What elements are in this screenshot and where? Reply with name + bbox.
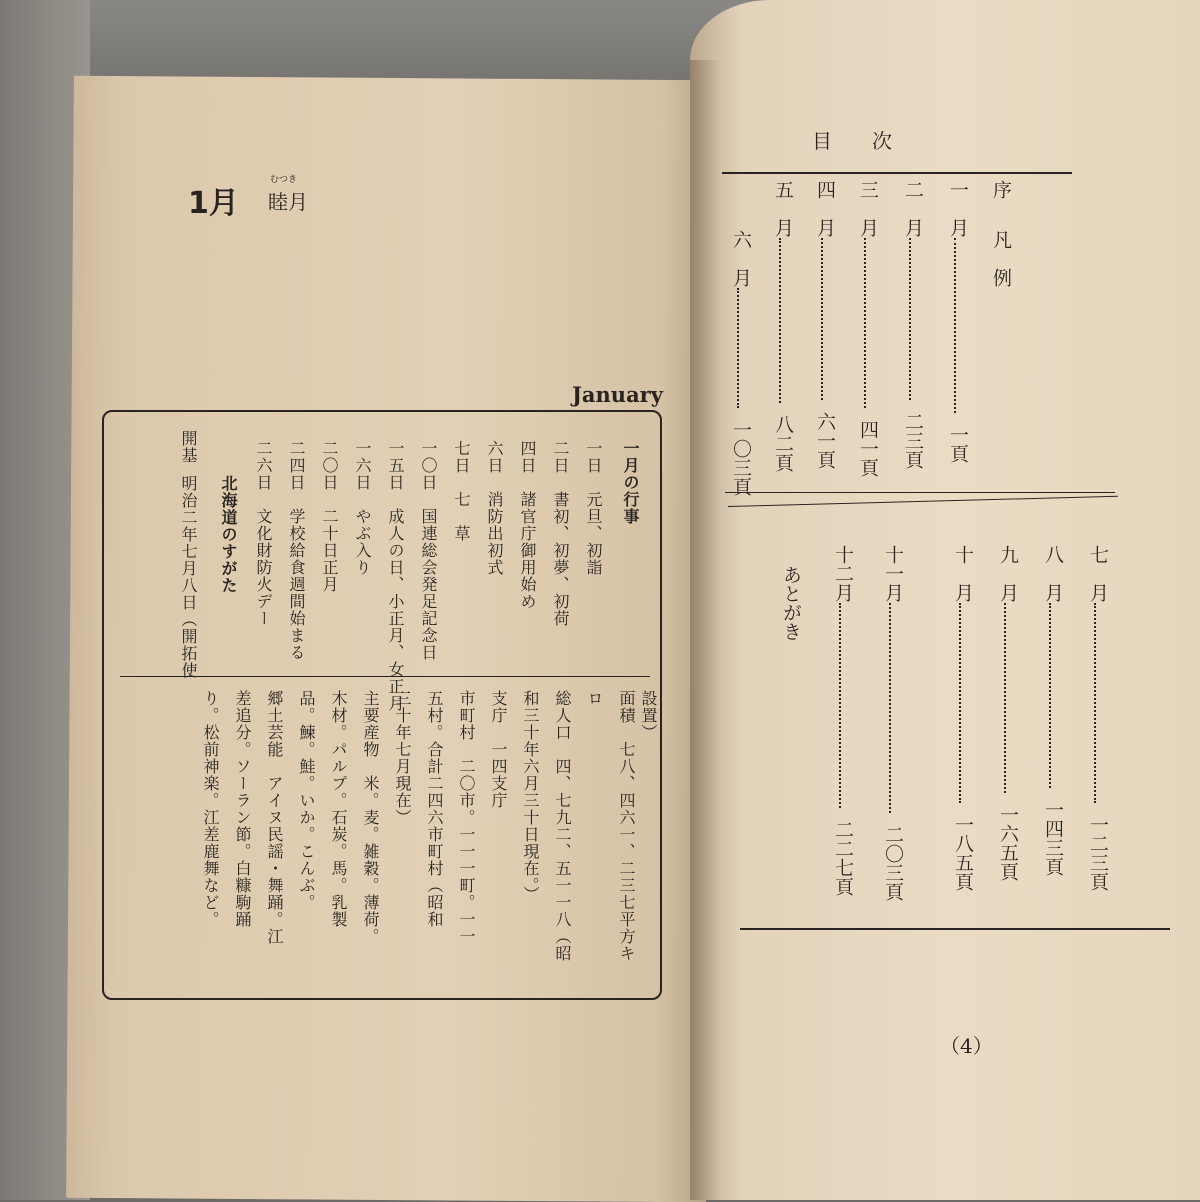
event-item: 六日 消防出初式 bbox=[485, 440, 504, 576]
toc-entry-label: 七 月 bbox=[1087, 545, 1109, 602]
toc-entry-page: 一〇三頁 bbox=[730, 420, 752, 496]
hokkaido-line: 面積 七八、四六一、二三七平方キ bbox=[617, 690, 636, 962]
toc-entry-label: 五 月 bbox=[772, 180, 794, 237]
toc-entry-label: 九 月 bbox=[997, 545, 1019, 602]
toc-leader-dots bbox=[839, 603, 841, 808]
toc-entry-page: 一六五頁 bbox=[997, 805, 1019, 881]
event-item: 二四日 学校給食週間始まる bbox=[287, 440, 306, 661]
toc-entry-page: 二〇三頁 bbox=[882, 825, 904, 901]
toc-entry-label: 三 月 bbox=[857, 180, 879, 237]
hokkaido-line: 主要産物 米。麦。雑穀。薄荷。 bbox=[361, 690, 380, 945]
event-item: 四日 諸官庁御用始め bbox=[518, 440, 537, 610]
toc-entry-page: 六一頁 bbox=[814, 412, 836, 469]
event-item: 二日 書初、初夢、初荷 bbox=[551, 440, 570, 627]
toc-middle-rule-upper bbox=[725, 492, 1115, 493]
toc-entry-page: 一頁 bbox=[947, 425, 969, 463]
hokkaido-line: り。松前神楽。江差鹿舞など。 bbox=[201, 690, 220, 928]
month-furigana: むつき bbox=[270, 175, 298, 185]
hokkaido-heading: 北海道のすがた bbox=[219, 475, 238, 594]
toc-entry-label: 八 月 bbox=[1042, 545, 1064, 602]
toc-leader-dots bbox=[889, 603, 891, 813]
toc-leader-dots bbox=[1049, 603, 1051, 788]
toc-entry-label: 六 月 bbox=[730, 230, 752, 287]
event-item: 一五日 成人の日、小正月、女正月 bbox=[386, 440, 405, 712]
toc-entry-page: 八二頁 bbox=[772, 415, 794, 472]
toc-entry-page: 二二七頁 bbox=[832, 820, 854, 896]
toc-leader-dots bbox=[821, 238, 823, 400]
toc-entry-label: 凡 例 bbox=[990, 230, 1012, 287]
toc-entry-page: 一八五頁 bbox=[952, 815, 974, 891]
toc-leader-dots bbox=[1004, 603, 1006, 793]
hokkaido-founding: 明治二年七月八日（開拓使 bbox=[179, 475, 198, 679]
toc-top-rule bbox=[722, 172, 1072, 174]
event-item: 七日 七 草 bbox=[452, 440, 471, 542]
event-item: 二〇日 二十日正月 bbox=[320, 440, 339, 593]
hokkaido-line: 市町村 二〇市。一一一町。一一 bbox=[457, 690, 476, 945]
events-divider bbox=[120, 676, 650, 677]
hokkaido-line: 木材。パルプ。石炭。馬。乳製 bbox=[329, 690, 348, 928]
toc-entry-label: 二 月 bbox=[902, 180, 924, 237]
hokkaido-line: 和三十年六月三十日現在。） bbox=[521, 690, 540, 903]
event-item: 二六日 文化財防火デー bbox=[254, 440, 273, 627]
toc-bottom-rule bbox=[740, 928, 1170, 930]
toc-entry-page: 一四三頁 bbox=[1042, 800, 1064, 876]
toc-entry-page: 四一頁 bbox=[857, 420, 879, 477]
toc-entry-label: 十一月 bbox=[882, 545, 904, 602]
hokkaido-founding-label: 開基 bbox=[179, 430, 198, 464]
page-number: （4） bbox=[940, 1034, 993, 1058]
toc-entry-label: 十 月 bbox=[952, 545, 974, 602]
toc-entry-label: 序 bbox=[990, 180, 1012, 199]
toc-leader-dots bbox=[954, 238, 956, 413]
hokkaido-line: 設置） bbox=[639, 690, 658, 741]
toc-leader-dots bbox=[737, 288, 739, 408]
toc-entry-label: 四 月 bbox=[814, 180, 836, 237]
month-number: 1月 bbox=[188, 186, 239, 221]
toc-entry-label: 十二月 bbox=[832, 545, 854, 602]
hokkaido-line: 三十年七月現在） bbox=[393, 690, 412, 826]
hokkaido-line: ロ bbox=[585, 690, 604, 707]
toc-leader-dots bbox=[864, 238, 866, 408]
toc-entry-label: 一 月 bbox=[947, 180, 969, 237]
toc-entry-page: 二三頁 bbox=[902, 412, 924, 469]
event-item: 一〇日 国連総会発足記念日 bbox=[419, 440, 438, 661]
hokkaido-line: 総人口 四、七九二、五一一八（昭 bbox=[553, 690, 572, 962]
hokkaido-line: 品。鰊。鮭。いか。こんぶ。 bbox=[297, 690, 316, 911]
toc-leader-dots bbox=[909, 238, 911, 400]
toc-leader-dots bbox=[1094, 603, 1096, 803]
toc-entry-page: 一二三頁 bbox=[1087, 815, 1109, 891]
toc-leader-dots bbox=[959, 603, 961, 803]
toc-entry-label: あとがき bbox=[780, 565, 802, 641]
month-name: 睦月 bbox=[268, 190, 308, 214]
toc-title: 目 次 bbox=[812, 129, 892, 153]
event-item: 一六日 やぶ入り bbox=[353, 440, 372, 576]
toc-leader-dots bbox=[779, 238, 781, 403]
events-heading: 一月の行事 bbox=[621, 440, 640, 525]
book-gutter bbox=[690, 60, 720, 1200]
month-english: January bbox=[572, 382, 663, 407]
event-item: 一日 元旦、初詣 bbox=[584, 440, 603, 576]
hokkaido-line: 五村。合計二四六市町村（昭和 bbox=[425, 690, 444, 928]
hokkaido-line: 差追分。ソーラン節。白糠駒踊 bbox=[233, 690, 252, 928]
hokkaido-line: 郷土芸能 アイヌ民謡・舞踊。江 bbox=[265, 690, 284, 945]
hokkaido-line: 支庁 一四支庁 bbox=[489, 690, 508, 809]
